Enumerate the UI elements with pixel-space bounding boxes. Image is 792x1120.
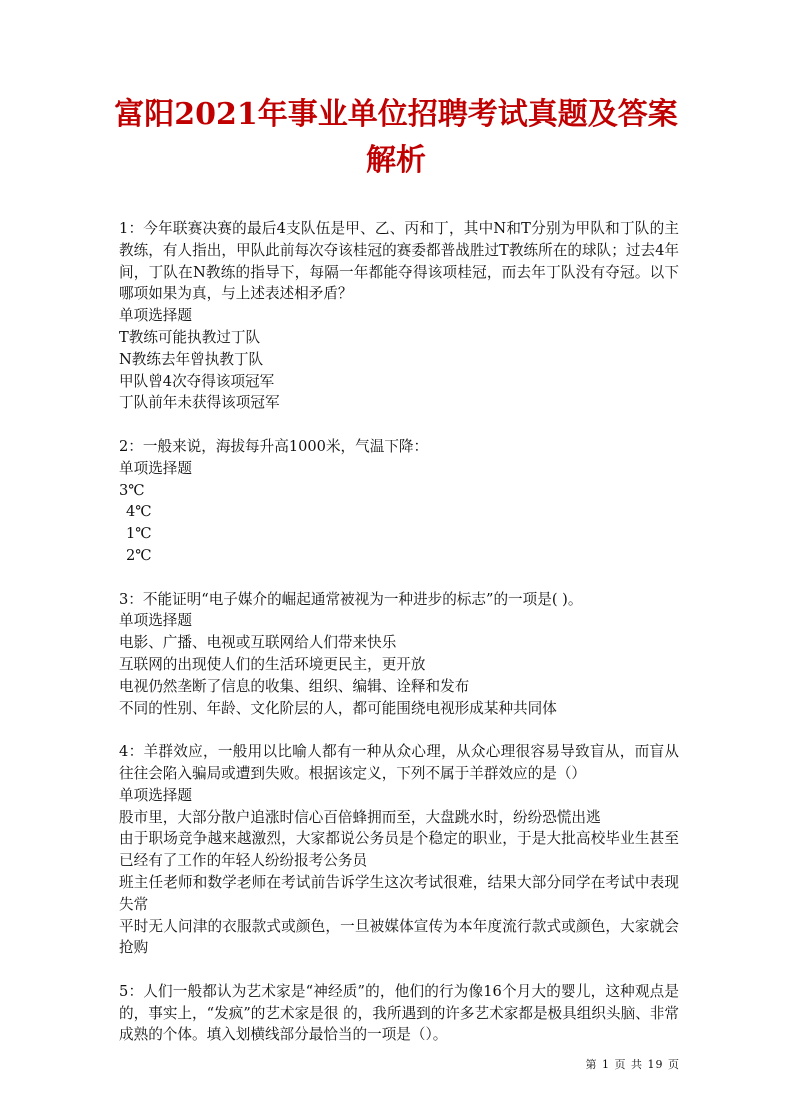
question-3 — [119, 589, 679, 720]
footer-suffix: 页 — [668, 1058, 680, 1071]
question-1 — [119, 218, 679, 414]
option: 1℃ — [126, 525, 152, 543]
option: N教练去年曾执教丁队 — [119, 350, 264, 368]
question-stem: 2：一般来说，海拔每升高1000米，气温下降： — [119, 437, 429, 455]
option: 电视仍然垄断了信息的收集、组织、编辑、诠释和发布 — [119, 677, 470, 695]
question-list — [119, 218, 679, 1068]
question-stem: 4：羊群效应，一般用以比喻人都有一种从众心理，从众心理很容易导致盲从，而盲从往往会陷入骗局或遭到失败。根据该定义，下列不属于羊群效应的是（） — [119, 743, 679, 782]
option: 由于职场竞争越来越激烈，大家都说公务员是个稳定的职业，于是大批高校毕业生甚至已经有了工作的年轻人纷纷报考公务员 — [119, 830, 679, 870]
option: 平时无人问津的衣服款式或颜色，一旦被媒体宣传为本年度流行款式或颜色，大家就会抢购 — [119, 917, 679, 957]
question-type: 单项选择题 — [119, 459, 192, 477]
option: 2℃ — [126, 546, 152, 564]
question-4 — [119, 741, 679, 959]
question-5 — [119, 981, 679, 1046]
footer-mid: 页 共 — [614, 1058, 643, 1071]
option: 3℃ — [119, 481, 145, 499]
option: 互联网的出现使人们的生活环境更民主，更开放 — [119, 655, 426, 673]
page-footer — [560, 1056, 680, 1072]
footer-prefix: 第 — [585, 1058, 598, 1071]
option: 甲队曾4次夺得该项冠军 — [119, 372, 275, 390]
option: 4℃ — [126, 503, 152, 521]
total-page-count: 19 — [647, 1058, 664, 1071]
question-type: 单项选择题 — [119, 786, 192, 804]
question-type: 单项选择题 — [119, 307, 192, 325]
title-line-2: 解析 — [366, 143, 426, 178]
option: 电影、广播、电视或互联网给人们带来快乐 — [119, 634, 397, 652]
question-2 — [119, 436, 679, 567]
question-stem: 3：不能证明“电子媒介的崛起通常被视为一种进步的标志”的一项是( )。 — [119, 590, 583, 608]
current-page-number: 1 — [602, 1058, 610, 1071]
option: T教练可能执教过丁队 — [119, 328, 261, 346]
document-title — [60, 92, 732, 184]
question-stem: 5：人们一般都认为艺术家是“神经质”的，他们的行为像16个月大的婴儿，这种观点是 的，事实上，“发疯”的艺术家是很 的，我所遇到的许多艺术家都是极具组织头脑、非常成熟的个体。填入划横线部分最恰当的一项是（）。 — [119, 982, 679, 1044]
option: 丁队前年未获得该项冠军 — [119, 394, 280, 412]
question-type: 单项选择题 — [119, 612, 192, 630]
title-line-1: 富阳2021年事业单位招聘考试真题及答案 — [114, 97, 678, 132]
option: 班主任老师和数学老师在考试前告诉学生这次考试很难，结果大部分同学在考试中表现失常 — [119, 873, 679, 913]
option: 不同的性别、年龄、文化阶层的人，都可能围绕电视形成某种共同体 — [119, 699, 557, 717]
option: 股市里，大部分散户追涨时信心百倍蜂拥而至，大盘跳水时，纷纷恐慌出逃 — [119, 808, 601, 826]
question-stem: 1：今年联赛决赛的最后4支队伍是甲、乙、丙和丁，其中N和T分别为甲队和丁队的主教练，有人指出，甲队此前每次夺该桂冠的赛委都普战胜过T教练所在的球队；过去4年间，丁队在N教练的指导下，每隔一年都能夺得该项桂冠，而去年丁队没有夺冠。以下哪项如果为真，与上述表述相矛盾？ — [119, 220, 679, 303]
